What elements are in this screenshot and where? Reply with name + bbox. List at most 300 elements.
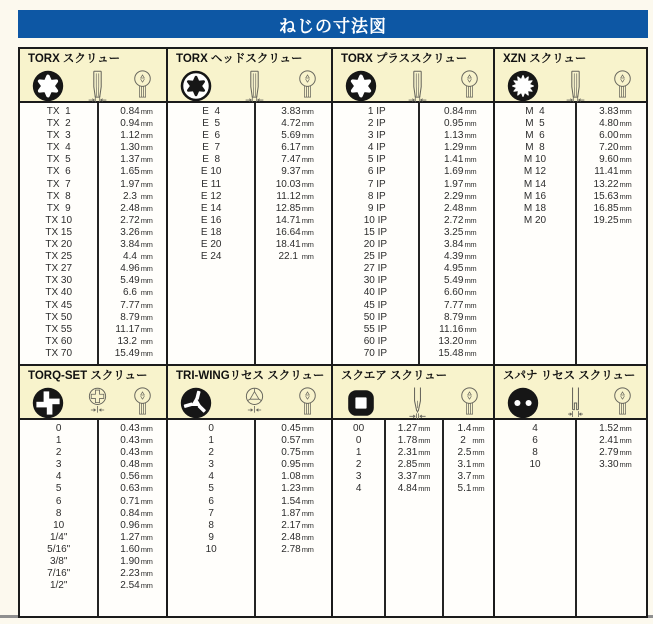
value-cell: 1.78mm — [397, 435, 431, 447]
size-table-torx — [20, 103, 166, 364]
panel-torx — [20, 49, 166, 364]
panel-header-torx-plus — [333, 49, 493, 103]
value-cell: 5.49mm — [443, 275, 477, 287]
size-cell: TX 70 — [45, 347, 73, 359]
value-cell: 1.30mm — [120, 142, 153, 154]
unit-label: mm — [140, 119, 153, 129]
page-title: ねじの寸法図 — [18, 10, 648, 38]
value-cell: 16.64mm — [275, 226, 314, 238]
panel-title-torx-plus: TORX プラススクリュー — [341, 53, 468, 65]
value-cell: 1.27mm — [120, 531, 153, 543]
size-cell: 0 — [355, 435, 362, 447]
screw-head-icon — [611, 386, 634, 420]
panel-header-torq-set — [20, 366, 166, 420]
unit-label: mm — [140, 424, 153, 433]
value-cell: 2.72mm — [120, 214, 153, 226]
unit-label: mm — [301, 179, 314, 189]
size-cell: 8 IP — [365, 190, 386, 202]
size-table-torx-plus — [333, 103, 493, 364]
size-cell: TX 3 — [46, 130, 71, 142]
size-cell: E 10 — [200, 166, 222, 178]
unit-label: mm — [140, 264, 153, 274]
unit-label: mm — [140, 544, 153, 554]
value-cell: 13.22mm — [593, 178, 632, 190]
unit-label: mm — [140, 215, 153, 225]
unit-label: mm — [418, 448, 431, 458]
unit-label: mm — [301, 191, 314, 201]
unit-label: mm — [619, 143, 632, 153]
unit-label: mm — [619, 191, 632, 201]
size-column — [168, 103, 254, 364]
panel-torq-set — [20, 366, 166, 616]
unit-label: mm — [301, 215, 314, 225]
unit-label: mm — [140, 532, 153, 542]
unit-label: mm — [140, 520, 153, 530]
size-cell: 2 — [355, 459, 362, 471]
size-cell: 9 IP — [365, 202, 386, 214]
unit-label: mm — [301, 203, 314, 213]
size-column — [168, 420, 254, 616]
size-cell: TX 45 — [45, 299, 73, 311]
size-cell: TX 10 — [45, 214, 73, 226]
value-cell: 2.5mm — [457, 447, 485, 459]
panel-title-square: スクエア スクリュー — [341, 370, 448, 382]
size-cell: 5 — [55, 483, 62, 495]
unit-label: mm — [418, 460, 431, 470]
size-cell: TX 50 — [45, 311, 73, 323]
size-table-torq-set — [20, 420, 166, 616]
spanner-socket-icon — [507, 387, 539, 419]
size-cell: M 8 — [525, 142, 545, 154]
unit-label: mm — [140, 312, 153, 322]
unit-label: mm — [140, 252, 153, 262]
value-cell: 7.20mm — [599, 142, 632, 154]
size-column — [333, 103, 418, 364]
unit-label: mm — [619, 460, 632, 470]
value-cell: 0.63mm — [120, 483, 153, 495]
size-cell: 10 — [205, 543, 217, 555]
value-cell: 0.95mm — [281, 459, 314, 471]
size-cell: 2 — [208, 447, 214, 459]
size-cell: 4 — [532, 423, 538, 434]
size-cell: 30 IP — [363, 275, 388, 287]
size-cell: 50 IP — [363, 311, 388, 323]
value-cell: 2.31mm — [397, 447, 431, 459]
value-cell: 1.60mm — [120, 543, 153, 555]
unit-label: mm — [464, 312, 477, 322]
unit-label: mm — [140, 484, 153, 494]
unit-label: mm — [301, 532, 314, 542]
value-cell: 4.72mm — [281, 118, 314, 130]
size-table-square — [333, 420, 493, 616]
unit-label: mm — [472, 424, 485, 433]
size-cell: TX 30 — [45, 275, 73, 287]
bit-side-view-icon — [243, 69, 266, 103]
value-cell: 1.4mm — [457, 423, 485, 434]
unit-label: mm — [464, 240, 477, 250]
value-column — [575, 420, 646, 616]
panel-tri-wing — [168, 366, 331, 616]
size-cell: 4 — [208, 471, 214, 483]
unit-label: mm — [619, 119, 632, 129]
size-cell: M 10 — [523, 154, 547, 166]
size-cell: TX 25 — [45, 251, 73, 263]
size-cell: 6 — [55, 495, 62, 507]
panel-icons-torx-head — [168, 69, 331, 104]
unit-label: mm — [464, 179, 477, 189]
size-cell: TX 1 — [46, 106, 71, 117]
value-cell: 3.7mm — [457, 471, 485, 483]
size-cell: M 18 — [523, 202, 547, 214]
unit-label: mm — [619, 215, 632, 225]
value-cell: 4.84mm — [397, 483, 431, 495]
value-cell: 2.78mm — [281, 543, 314, 555]
size-cell: 20 IP — [363, 239, 388, 251]
value-cell: 2.54mm — [120, 580, 153, 592]
size-cell: 4 — [355, 483, 362, 495]
panel-title-tri-wing: TRI-WINGリセス スクリュー — [176, 370, 325, 382]
size-cell: M 6 — [525, 130, 545, 142]
size-cell: TX 7 — [46, 178, 71, 190]
value-cell: 1.97mm — [443, 178, 477, 190]
panel-icons-xzn — [495, 69, 646, 104]
size-cell: TX 40 — [45, 287, 73, 299]
value-cell: 2.17mm — [281, 519, 314, 531]
size-cell: 3 — [208, 459, 214, 471]
unit-label: mm — [464, 276, 477, 286]
size-cell: M 16 — [523, 190, 547, 202]
size-cell: 10 IP — [363, 214, 388, 226]
value-cell: 6.17mm — [281, 142, 314, 154]
size-cell: 3 — [55, 459, 62, 471]
value-cell: 3.30mm — [599, 459, 632, 471]
unit-label: mm — [140, 581, 153, 591]
panel-header-square — [333, 366, 493, 420]
value-cell: 3.25mm — [443, 226, 477, 238]
size-cell: E 6 — [202, 130, 221, 142]
size-cell: 5 — [208, 483, 214, 495]
screw-head-icon — [611, 69, 634, 103]
size-cell: 6 — [208, 495, 214, 507]
unit-label: mm — [140, 300, 153, 310]
value-cell: 2.3 mm — [123, 190, 153, 202]
value-cell: 2.29mm — [443, 190, 477, 202]
size-cell: 25 IP — [363, 251, 388, 263]
torx-external-socket-icon — [180, 70, 212, 102]
value-cell: 4.80mm — [599, 118, 632, 130]
panel-xzn — [495, 49, 646, 364]
value-cell: 11.12mm — [276, 190, 314, 202]
value-cell: 7.77mm — [120, 299, 153, 311]
size-cell: M 4 — [525, 106, 545, 117]
unit-label: mm — [301, 227, 314, 237]
size-column — [20, 103, 97, 364]
value-cell: 14.71mm — [275, 214, 314, 226]
size-cell: 2 — [55, 447, 62, 459]
size-cell: 60 IP — [363, 335, 388, 347]
unit-label: mm — [472, 448, 485, 458]
panel-icons-torq-set — [20, 386, 166, 421]
unit-label: mm — [301, 484, 314, 494]
panel-torx-head — [168, 49, 331, 364]
size-cell: E 4 — [202, 106, 221, 117]
value-cell: 6.00mm — [599, 130, 632, 142]
unit-label: mm — [464, 348, 477, 358]
unit-label: mm — [619, 436, 632, 446]
value-cell: 0.56mm — [120, 471, 153, 483]
panel-header-xzn — [495, 49, 646, 103]
value-cell: 8.79mm — [443, 311, 477, 323]
value-cell: 2.41mm — [599, 435, 632, 447]
size-cell: 1 — [55, 435, 62, 447]
value-cell: 1.69mm — [443, 166, 477, 178]
value-cell: 9.37mm — [281, 166, 314, 178]
size-cell: 55 IP — [363, 323, 388, 335]
size-table-tri-wing — [168, 420, 331, 616]
value-cell: 0.57mm — [281, 435, 314, 447]
panel-header-torx — [20, 49, 166, 103]
unit-label: mm — [301, 496, 314, 506]
size-cell: E 16 — [200, 214, 222, 226]
size-cell: TX 8 — [46, 190, 71, 202]
unit-label: mm — [619, 424, 632, 433]
unit-label: mm — [464, 252, 477, 262]
size-column — [333, 420, 384, 616]
value-column — [442, 420, 493, 616]
size-cell: 6 — [532, 435, 538, 447]
value-cell: 1.29mm — [443, 142, 477, 154]
size-cell: M 5 — [525, 118, 545, 130]
unit-label: mm — [140, 472, 153, 482]
unit-label: mm — [619, 167, 632, 177]
unit-label: mm — [301, 107, 314, 116]
value-cell: 4.39mm — [443, 251, 477, 263]
value-cell: 0.48mm — [120, 459, 153, 471]
size-cell: 7 — [208, 507, 214, 519]
unit-label: mm — [464, 119, 477, 129]
value-cell: 2.79mm — [599, 447, 632, 459]
size-cell: E 8 — [202, 154, 221, 166]
screw-head-icon — [296, 386, 319, 420]
value-cell: 0.43mm — [120, 423, 153, 434]
value-cell: 6.60mm — [443, 287, 477, 299]
size-table-spanner — [495, 420, 646, 616]
unit-label: mm — [140, 436, 153, 446]
unit-label: mm — [464, 264, 477, 274]
unit-label: mm — [140, 167, 153, 177]
unit-label: mm — [301, 424, 314, 433]
value-cell: 1.97mm — [120, 178, 153, 190]
panel-title-torq-set: TORQ-SET スクリュー — [28, 370, 148, 382]
bit-side-view-icon — [564, 69, 587, 103]
panel-icons-torx — [20, 69, 166, 104]
size-table-torx-head — [168, 103, 331, 364]
size-cell: 7/16" — [47, 568, 71, 580]
unit-label: mm — [140, 569, 153, 579]
panel-header-spanner — [495, 366, 646, 420]
size-cell: 5/16" — [47, 543, 71, 555]
size-cell: 70 IP — [363, 347, 388, 359]
unit-label: mm — [418, 436, 431, 446]
size-cell: 15 IP — [363, 226, 388, 238]
value-column — [97, 420, 166, 616]
unit-label: mm — [464, 131, 477, 141]
value-cell: 1.23mm — [281, 483, 314, 495]
value-cell: 5.69mm — [281, 130, 314, 142]
value-cell: 13.2 mm — [117, 335, 153, 347]
value-cell: 0.84mm — [443, 106, 477, 117]
value-cell: 11.41mm — [594, 166, 632, 178]
unit-label: mm — [140, 155, 153, 165]
screw-head-icon — [296, 69, 319, 103]
unit-label: mm — [301, 155, 314, 165]
unit-label: mm — [619, 448, 632, 458]
unit-label: mm — [464, 288, 477, 298]
size-cell: 8 — [208, 519, 214, 531]
panel-torx-plus — [333, 49, 493, 364]
xzn-spline-socket-icon — [507, 70, 539, 102]
value-cell: 0.95mm — [443, 118, 477, 130]
value-cell: 1.08mm — [281, 471, 314, 483]
panel-icons-square — [333, 386, 493, 421]
unit-label: mm — [464, 227, 477, 237]
panel-title-spanner: スパナ リセス スクリュー — [503, 370, 636, 382]
unit-label: mm — [140, 288, 153, 298]
unit-label: mm — [140, 107, 153, 116]
forked-bit-side-view-icon — [564, 386, 587, 420]
size-cell: E 24 — [200, 251, 222, 263]
size-cell: TX 20 — [45, 239, 73, 251]
value-cell: 0.71mm — [120, 495, 153, 507]
unit-label: mm — [464, 191, 477, 201]
unit-label: mm — [140, 203, 153, 213]
square-socket-icon — [345, 387, 377, 419]
unit-label: mm — [301, 252, 314, 262]
torx-internal-socket-icon — [32, 70, 64, 102]
size-cell: 1/4" — [49, 531, 68, 543]
value-column — [384, 420, 442, 616]
unit-label: mm — [301, 119, 314, 129]
value-cell: 3.26mm — [120, 226, 153, 238]
size-cell: 1 — [355, 447, 362, 459]
unit-label: mm — [464, 155, 477, 165]
unit-label: mm — [140, 336, 153, 346]
unit-label: mm — [140, 143, 153, 153]
value-cell: 3.83mm — [599, 106, 632, 117]
size-cell: E 12 — [200, 190, 222, 202]
value-cell: 3.1mm — [457, 459, 485, 471]
value-cell: 10.03mm — [275, 178, 314, 190]
unit-label: mm — [464, 143, 477, 153]
panel-icons-torx-plus — [333, 69, 493, 104]
unit-label: mm — [418, 472, 431, 482]
value-cell: 2.48mm — [443, 202, 477, 214]
value-cell: 0.45mm — [281, 423, 314, 434]
size-cell: 9 — [208, 531, 214, 543]
value-cell: 4.95mm — [443, 263, 477, 275]
value-cell: 0.43mm — [120, 435, 153, 447]
unit-label: mm — [472, 436, 485, 446]
size-cell: TX 9 — [46, 202, 71, 214]
size-cell: 7 IP — [365, 178, 386, 190]
size-cell: 10 — [529, 459, 541, 471]
size-table-xzn — [495, 103, 646, 364]
value-cell: 2.85mm — [397, 459, 431, 471]
value-column — [97, 103, 166, 364]
value-cell: 2.72mm — [443, 214, 477, 226]
unit-label: mm — [301, 143, 314, 153]
value-cell: 1.90mm — [120, 556, 153, 568]
unit-label: mm — [140, 324, 153, 334]
size-cell: 4 IP — [365, 142, 386, 154]
unit-label: mm — [140, 227, 153, 237]
unit-label: mm — [301, 167, 314, 177]
value-cell: 1.13mm — [443, 130, 477, 142]
value-cell: 0.75mm — [281, 447, 314, 459]
size-column — [20, 420, 97, 616]
panel-title-torx-head: TORX ヘッドスクリュー — [176, 53, 303, 65]
value-cell: 13.20mm — [438, 335, 477, 347]
unit-label: mm — [301, 460, 314, 470]
value-cell: 2.48mm — [281, 531, 314, 543]
unit-label: mm — [464, 203, 477, 213]
size-cell: 1/2" — [49, 580, 68, 592]
unit-label: mm — [418, 424, 431, 433]
value-cell: 1.54mm — [281, 495, 314, 507]
value-cell: 3.84mm — [120, 239, 153, 251]
value-column — [254, 103, 331, 364]
screw-head-icon — [458, 386, 481, 420]
value-cell: 2 mm — [460, 435, 485, 447]
unit-label: mm — [301, 520, 314, 530]
unit-label: mm — [301, 544, 314, 554]
size-cell: 3/8" — [49, 556, 68, 568]
value-cell: 2.23mm — [120, 568, 153, 580]
panel-square — [333, 366, 493, 616]
screw-head-icon — [131, 69, 154, 103]
value-cell: 4.96mm — [120, 263, 153, 275]
unit-label: mm — [140, 276, 153, 286]
size-cell: 4 — [55, 471, 62, 483]
unit-label: mm — [301, 508, 314, 518]
size-cell: M 12 — [523, 166, 547, 178]
tri-wing-recess-icon — [243, 386, 266, 420]
size-cell: 8 — [532, 447, 538, 459]
value-cell: 0.43mm — [120, 447, 153, 459]
bit-side-view-icon — [86, 69, 109, 103]
unit-label: mm — [301, 131, 314, 141]
unit-label: mm — [301, 448, 314, 458]
size-cell: E 20 — [200, 239, 222, 251]
value-cell: 0.84mm — [120, 106, 153, 117]
value-cell: 12.85mm — [275, 202, 314, 214]
value-cell: 19.25mm — [593, 214, 632, 226]
value-cell: 18.41mm — [275, 239, 314, 251]
unit-label: mm — [472, 484, 485, 494]
unit-label: mm — [301, 472, 314, 482]
size-cell: 8 — [55, 507, 62, 519]
panel-title-torx: TORX スクリュー — [28, 53, 121, 65]
screw-head-icon — [131, 386, 154, 420]
value-cell: 1.41mm — [443, 154, 477, 166]
value-cell: 11.17mm — [115, 323, 153, 335]
size-cell: TX 2 — [46, 118, 71, 130]
panel-spanner — [495, 366, 646, 616]
size-cell: 0 — [55, 423, 62, 434]
value-cell: 0.96mm — [120, 519, 153, 531]
size-cell: TX 6 — [46, 166, 71, 178]
size-cell: TX 4 — [46, 142, 71, 154]
